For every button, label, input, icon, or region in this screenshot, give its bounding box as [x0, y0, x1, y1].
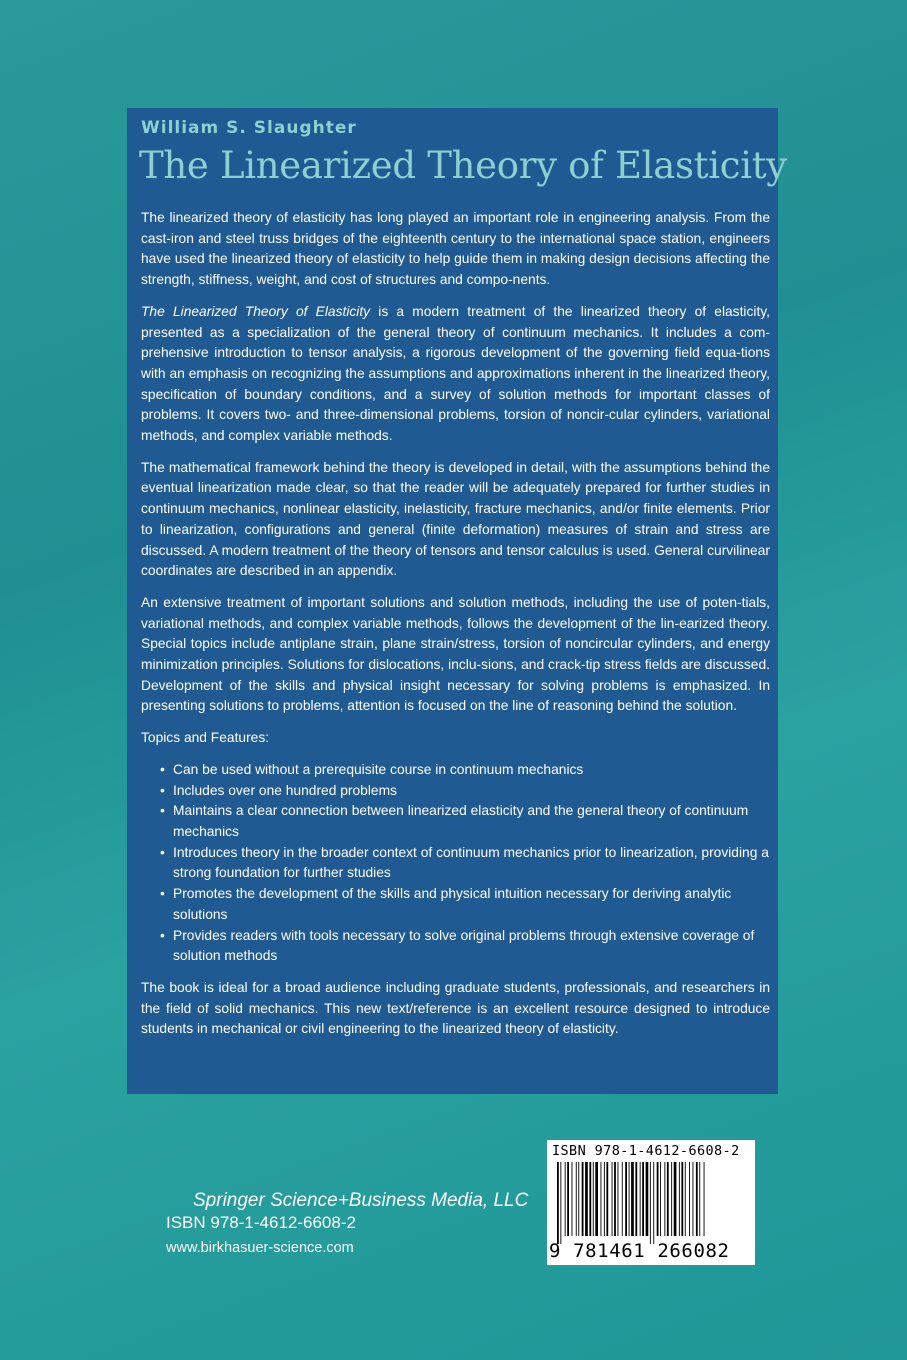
barcode-bar	[614, 1162, 616, 1236]
barcode	[547, 1140, 755, 1265]
book-title: The Linearized Theory of Elasticity	[139, 144, 787, 187]
barcode-bar	[606, 1162, 608, 1236]
barcode-bar	[601, 1162, 602, 1236]
description-body	[141, 208, 770, 1051]
barcode-bar	[667, 1162, 669, 1236]
barcode-bar	[657, 1162, 659, 1236]
barcode-bar	[589, 1162, 591, 1236]
barcode-bar	[567, 1162, 569, 1236]
barcode-bar	[699, 1162, 700, 1236]
barcode-bar	[585, 1162, 588, 1236]
barcode-bar	[629, 1162, 630, 1236]
barcode-bar	[704, 1162, 705, 1236]
publisher-name: Springer Science+Business Media, LLC	[193, 1190, 529, 1211]
description-panel	[127, 108, 787, 1094]
barcode-digits: 9 781461 266082	[549, 1240, 730, 1262]
paragraph-audience: The book is ideal for a broad audience including graduate students, professionals, and researchers in the field of solid mechanics. This new text/reference is an excellent resource designed to introduce students in mechanical or civil engineering to the linearized theory of elasticity.	[141, 979, 770, 1037]
barcode-bar	[631, 1162, 634, 1236]
barcode-bar	[640, 1162, 641, 1236]
barcode-bar	[681, 1162, 683, 1236]
barcode-bar	[572, 1162, 573, 1236]
feature-item: • Promotes the development of the skills and physical intuition necessary for deriving analytic solutions	[141, 884, 770, 925]
barcode-bar	[696, 1162, 698, 1236]
barcode-bar	[674, 1162, 677, 1236]
barcode-bar	[653, 1162, 654, 1244]
barcode-bar	[582, 1162, 584, 1236]
barcode-bar	[578, 1162, 579, 1236]
feature-item: • Provides readers with tools necessary to solve original problems through extensive coverage of solution methods	[141, 926, 770, 967]
barcode-bar	[679, 1162, 680, 1236]
paragraph-overview-title: The Linearized Theory of Elasticity	[141, 303, 371, 319]
feature-item: • Maintains a clear connection between linearized elasticity and the general theory of continuum mechanics	[141, 801, 770, 842]
barcode-bar	[642, 1162, 644, 1236]
paragraph-overview-text: is a modern treatment of the linearized theory of elasticity, presented as a specialization of the general theory of continuum mechanics. It includes a com-prehensive introduction to tensor analysis, a rigorous development of the governing field equa-tions with an emphasis on recognizing the assumptions and approximations inherent in the linearized theory, specification of boundary conditions, and a survey of solution methods for important classes of problems. It covers two- and three-dimensional problems, torsion of noncir-cular cylinders, variational methods, and complex variable methods.	[141, 303, 770, 444]
barcode-bar	[593, 1162, 594, 1236]
paragraph-overview	[141, 302, 770, 447]
feature-item: • Introduces theory in the broader context of continuum mechanics prior to linearization, providing a strong foundation for further studies	[141, 843, 770, 884]
paragraph-solutions: An extensive treatment of important solutions and solution methods, including the use of poten-tials, variational methods, and complex variable methods, follows the development of the lin-earized theory. Special topics include antiplane strain, plane strain/stress, torsion of noncircular cylinders, and energy minimization principles. Solutions for dislocations, inclu-sions, and crack-tip stress fields are discussed. Development of the skills and physical insight necessary for solving problems is emphasized. In presenting solutions to problems, attention is focused on the line of reasoning behind the solution.	[141, 594, 770, 714]
barcode-bar	[560, 1162, 561, 1244]
barcode-bar	[612, 1162, 613, 1236]
barcode-bar	[557, 1162, 559, 1244]
barcode-bar	[660, 1162, 661, 1236]
barcode-bar	[646, 1162, 649, 1236]
features-list	[141, 760, 770, 967]
barcode-bar	[576, 1162, 577, 1236]
barcode-bar	[650, 1162, 651, 1244]
author-name: William S. Slaughter	[141, 118, 357, 138]
feature-item: • Includes over one hundred problems	[141, 781, 770, 802]
paragraph-framework: The mathematical framework behind the theory is developed in detail, with the assumptions behind the eventual linearization made clear, so that the reader will be adequately prepared for further studies in continuum mechanics, nonlinear elasticity, inelasticity, fracture mechanics, and/or finite elements. Prior to linearization, configurations and general (finite deformation) measures of strain and stress are discussed. A modern treatment of the theory of tensors and tensor calculus is used. General curvilinear coordinates are described in an appendix.	[141, 459, 770, 579]
barcode-isbn-label: ISBN 978-1-4612-6608-2	[552, 1143, 740, 1159]
isbn-text: ISBN 978-1-4612-6608-2	[166, 1213, 356, 1232]
barcode-bar	[618, 1162, 619, 1236]
topics-heading: Topics and Features:	[141, 730, 270, 746]
barcode-bars	[557, 1162, 747, 1244]
barcode-bar	[671, 1162, 672, 1236]
barcode-bar	[693, 1162, 694, 1236]
barcode-bar	[664, 1162, 665, 1236]
barcode-bar	[625, 1162, 627, 1236]
barcode-bar	[685, 1162, 686, 1236]
barcode-bar	[595, 1162, 598, 1236]
barcode-bar	[689, 1162, 690, 1236]
paragraph-intro: The linearized theory of elasticity has long played an important role in engineering analysis. From the cast-iron and steel truss bridges of the eighteenth century to the international space station, engineers have used the linearized theory of elasticity to help guide them in making design decisions affecting the strength, stiffness, weight, and cost of structures and compo-nents.	[141, 210, 770, 288]
barcode-bar	[565, 1162, 566, 1236]
barcode-bar	[604, 1162, 605, 1236]
publisher-url: www.birkhasuer-science.com	[166, 1240, 354, 1256]
barcode-bar	[635, 1162, 637, 1236]
feature-item: • Can be used without a prerequisite course in continuum mechanics	[141, 760, 770, 781]
barcode-bar	[622, 1162, 623, 1236]
